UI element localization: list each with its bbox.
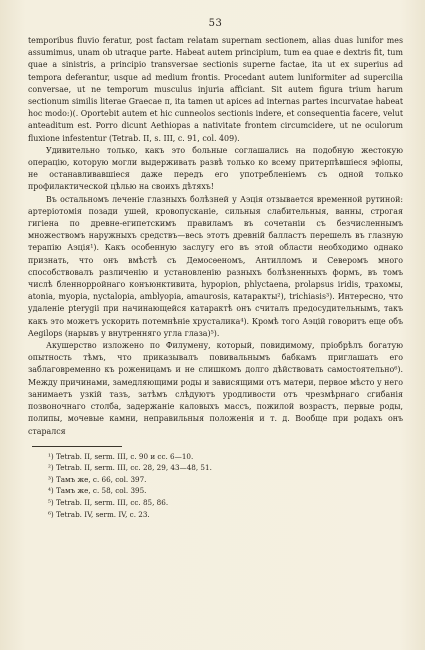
body-paragraph: Акушерство изложено по Филумену, который, повидимому, пріобрѣлъ богатую опытность тѣмъ, что приказывалъ повивальнымъ бабкамъ приглашать его заблаговременно къ роженицамъ и не слишкомъ долго дѣйствовать самостоятельно⁶). Между причинами, замедляющими роды и зависящими отъ матери, первое мѣсто у него занимаетъ узкій тазъ, затѣмъ слѣдуютъ уродливости отъ чрезмѣрнаго сгибанія позвоночнаго столба, задержаніе каловыхъ массъ, пожилой возрастъ, первые роды, полипы, мочевые камни, неправильныя положенія и т. д. Вообще при родахъ онъ старался: [28, 341, 403, 436]
footnote: ⁵) Tetrab. II, serm. III, cc. 85, 86.: [48, 498, 169, 508]
footnote: ¹) Tetrab. II, serm. III, c. 90 и cc. 6—10.: [48, 451, 194, 461]
footnote: ⁶) Tetrab. IV, serm. IV, c. 23.: [48, 509, 150, 519]
footnote: ⁴) Тамъ же, c. 58, col. 395.: [48, 486, 147, 496]
footnote: ³) Тамъ же, c. 66, col. 397.: [48, 474, 147, 484]
footnotes: [28, 446, 403, 521]
footnote-divider: [32, 446, 122, 447]
footnote: ²) Tetrab. II, serm. III, cc. 28, 29, 43—48, 51.: [48, 463, 212, 473]
page-number: 53: [208, 18, 223, 29]
latin-paragraph: temporibus fluvio feratur, post factam relatam supernam sectionem, alias duas lunifor mes assumimus, unam ob utraque parte. Habeat autem principium, tum ea quae e dextris fit, tum quae a sinistris, a principio transversae sectionis superne factae, ita ut ex superius ad tempora deferantur, usque ad medium frontis. Procedant autem luniformiter ad supercilia conversae, ut ne temporum musculus injuria afficiant. Sit autem figura trium harum sectionum similis literae Graecae π, ita tamen ut apices ad internas partes incurvatae habeat hoc modo:)(. Oportebit autem et hic cunneolos sectionis indere, et consequentia facere, velut anteaditum est. Porro dicunt Aethiopas a nativitate frontem circumcidere, ut ne oculorum fluxione infestentur (Tetrab. II, s. III, c. 91, col. 409).: [28, 36, 403, 143]
body-paragraph: Удивительно только, какъ это больные соглашались на подобную жестокую операцію, которую могли выдерживать развѣ только ко всему притерпѣвшіеся эфіопы, не останавливавшіеся даже передъ его употребленіемъ съ одной только профилактической цѣлью на своихъ дѣтяхъ!: [28, 145, 403, 192]
body-paragraph: Въ остальномъ леченіе глазныхъ болѣзней у Аэція отзывается временной рутиной: артеріотомія позади ушей, кровопусканіе, сильныя слабительныя, ванны, строгая гигіена по древне-египетскимъ правиламъ въ сочетаніи съ безчисленнымъ множествомъ наружныхъ средствъ—весь этотъ древній балластъ перешелъ въ глазную терапію Аэція¹). Какъ особенную заслугу его въ этой области необходимо однако признать, что онъ вмѣстѣ съ Демосѳеномъ, Антилломъ и Северомъ много способствовалъ различенію и установленію разныхъ болѣзненныхъ формъ, въ томъ числѣ бленнорройнаго конъюнктивита, hypopion, phlyctaena, prolapsus iridis, трахомы, atonia, myopia, nyctalopia, amblyopia, amaurosis, катаракты²), trichiasis³). Интересно, что удаленіе pterygii при начинающейся катарактѣ онъ считалъ предосудительнымъ, такъ какъ это можетъ ускорить потемнѣніе хрусталика⁴). Кромѣ того Аэцій говоритъ еще объ Aegilops (нарывъ у внутренняго угла глаза)⁵).: [28, 194, 403, 338]
